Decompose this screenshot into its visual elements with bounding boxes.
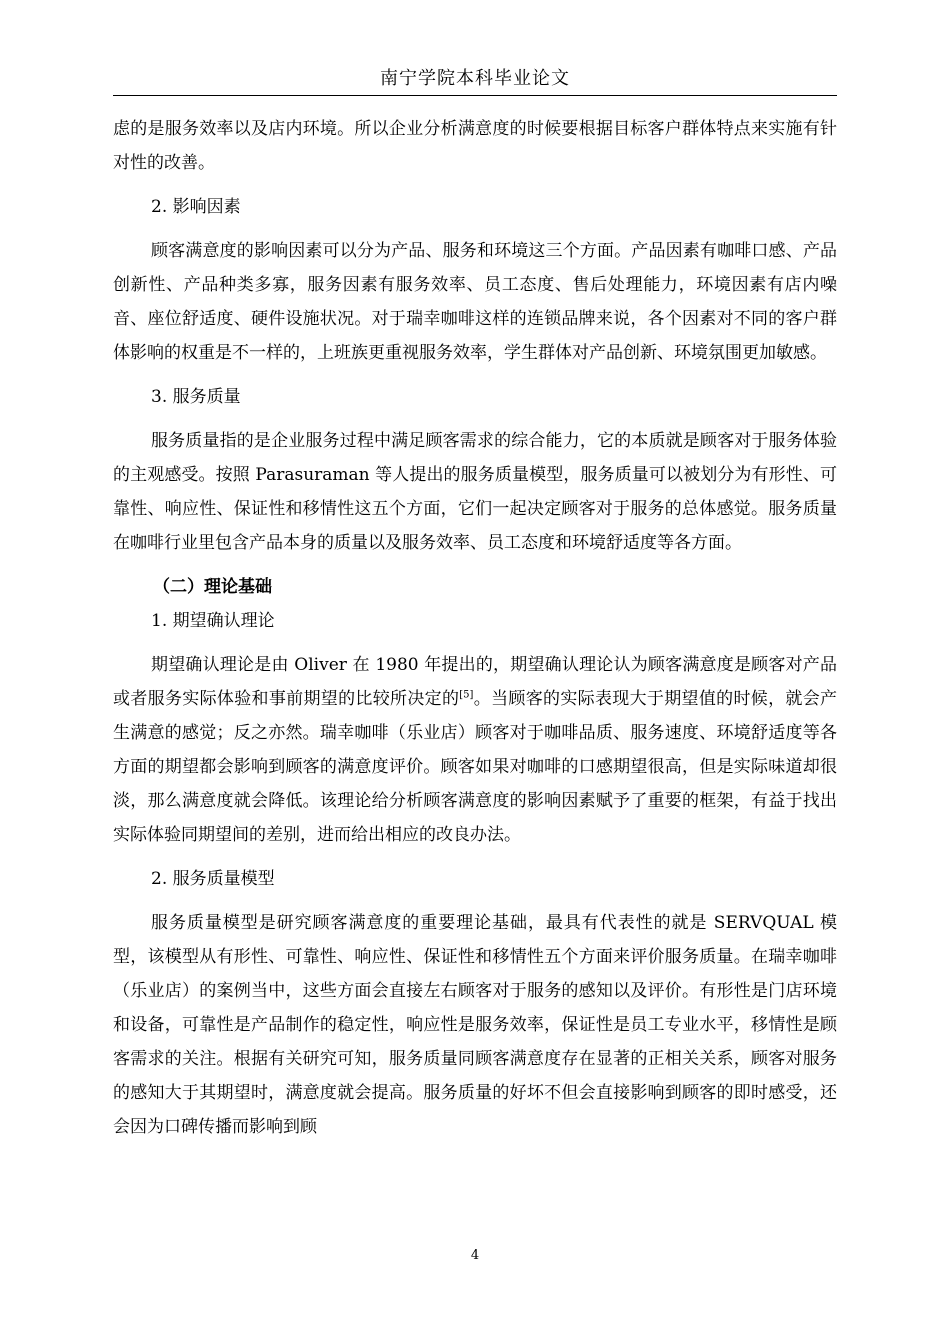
paragraph-expectation-theory	[113, 648, 837, 852]
paragraph-service-quality-model: 服务质量模型是研究顾客满意度的重要理论基础，最具有代表性的就是 SERVQUAL 模型，该模型从有形性、可靠性、响应性、保证性和移情性五个方面来评价服务质量。在瑞幸咖啡（乐业店）的案例当中，这些方面会直接左右顾客对于服务的感知以及评价。有形性是门店环境和设备，可靠性是产品制作的稳定性，响应性是服务效率，保证性是员工专业水平，移情性是顾客需求的关注。根据有关研究可知，服务质量同顾客满意度存在显著的正相关关系，顾客对服务的感知大于其期望时，满意度就会提高。服务质量的好坏不但会直接影响到顾客的即时感受，还会因为口碑传播而影响到顾	[113, 913, 837, 1137]
document-body	[113, 112, 837, 1144]
section-heading-theory: （二）理论基础	[153, 577, 272, 597]
subheading-service-quality: 3. 服务质量	[151, 387, 241, 407]
page-header-title: 南宁学院本科毕业论文	[380, 68, 570, 89]
paragraph-service-quality: 服务质量指的是企业服务过程中满足顾客需求的综合能力，它的本质就是顾客对于服务体验的主观感受。按照 Parasuraman 等人提出的服务质量模型，服务质量可以被划分为有形性、可靠性、响应性、保证性和移情性这五个方面，它们一起决定顾客对于服务的总体感觉。服务质量在咖啡行业里包含产品本身的质量以及服务效率、员工态度和环境舒适度等各方面。	[113, 431, 837, 553]
paragraph-continuation: 虑的是服务效率以及店内环境。所以企业分析满意度的时候要根据目标客户群体特点来实施有针对性的改善。	[113, 119, 837, 173]
paragraph-influencing-factors: 顾客满意度的影响因素可以分为产品、服务和环境这三个方面。产品因素有咖啡口感、产品创新性、产品种类多寡，服务因素有服务效率、员工态度、售后处理能力，环境因素有店内噪音、座位舒适度、硬件设施状况。对于瑞幸咖啡这样的连锁品牌来说，各个因素对不同的客户群体影响的权重是不一样的，上班族更重视服务效率，学生群体对产品创新、环境氛围更加敏感。	[113, 241, 837, 363]
paragraph-expectation-text-a: 期望确认理论是由 Oliver 在 1980 年提出的，期望确认理论认为顾客满意度是顾客对产品或者服务实际体验和事前期望的比较所决定的	[113, 655, 837, 709]
subheading-expectation-theory: 1. 期望确认理论	[151, 611, 275, 631]
subheading-influencing-factors: 2. 影响因素	[151, 197, 241, 217]
header-divider	[113, 95, 837, 96]
paragraph-expectation-text-b: 。当顾客的实际表现大于期望值的时候，就会产生满意的感觉；反之亦然。瑞幸咖啡（乐业店）顾客对于咖啡品质、服务速度、环境舒适度等各方面的期望都会影响到顾客的满意度评价。顾客如果对咖啡的口感期望很高，但是实际味道却很淡，那么满意度就会降低。该理论给分析顾客满意度的影响因素赋予了重要的框架，有益于找出实际体验同期望间的差别，进而给出相应的改良办法。	[113, 689, 838, 845]
subheading-service-quality-model: 2. 服务质量模型	[151, 869, 275, 889]
citation-reference: [5]	[459, 689, 474, 701]
page-number: 4	[470, 1248, 480, 1263]
